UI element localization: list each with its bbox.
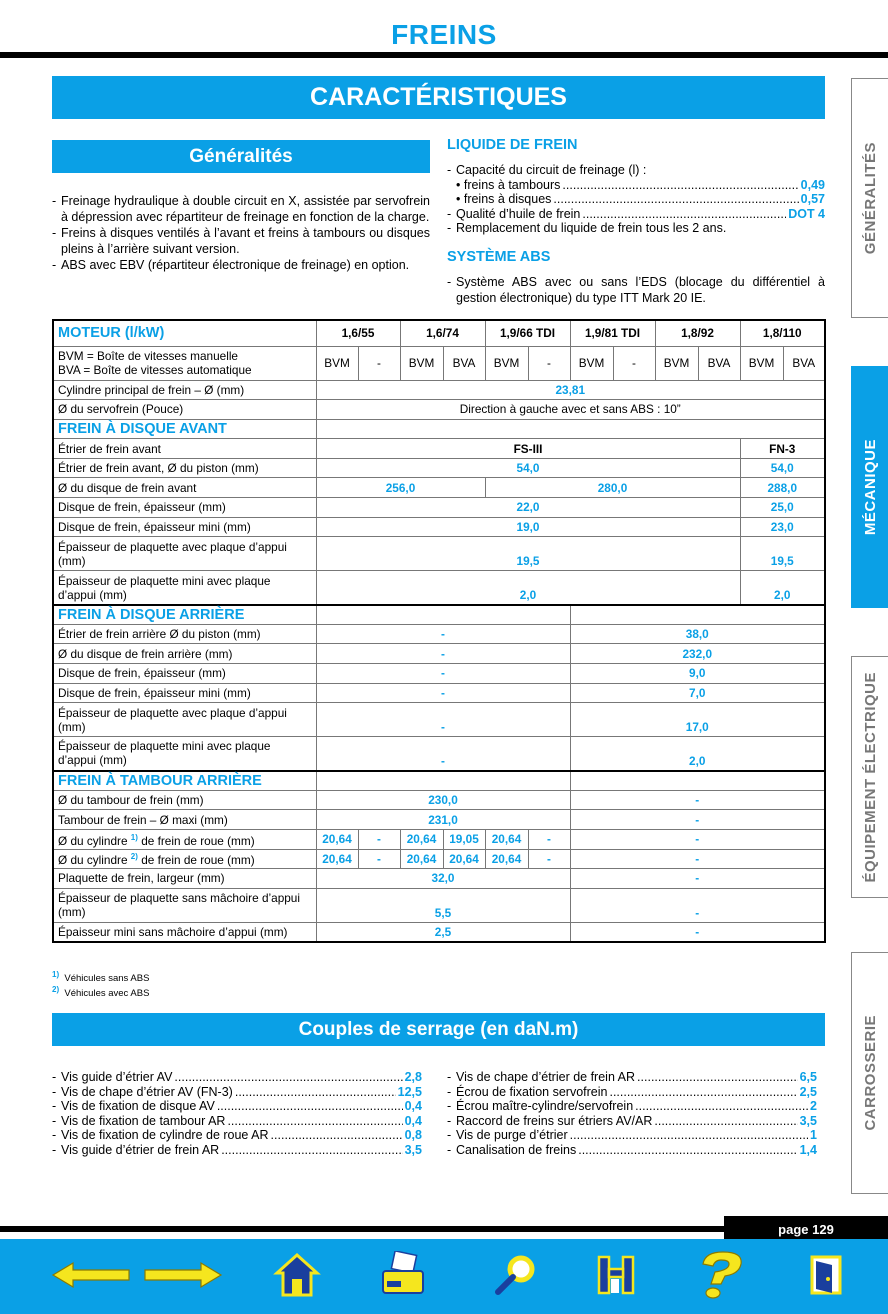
tab-carrosserie[interactable]: CARROSSERIE [851, 952, 888, 1194]
table-row [53, 439, 825, 459]
list-item: • freins à tambours ..... 0,49 [447, 178, 825, 193]
table-cell: 20,64 [316, 849, 358, 869]
table-row [53, 849, 825, 869]
liquide-list [447, 163, 825, 236]
brake-spec-table [52, 319, 826, 943]
row-label: Étrier de frein avant, Ø du piston (mm) [53, 458, 316, 478]
search-icon[interactable] [490, 1249, 540, 1301]
engine-header: 1,9/81 TDI [570, 320, 655, 346]
table-row [53, 517, 825, 537]
table-row [53, 419, 825, 439]
section-heading: FREIN À DISQUE ARRIÈRE [53, 605, 316, 625]
table-cell: 2,0 [316, 571, 740, 605]
list-item: - Vis de fixation de disque AV ..... 0,4 [52, 1099, 422, 1114]
table-cell: - [316, 624, 570, 644]
table-cell: 2,0 [740, 571, 825, 605]
table-cell: - [528, 346, 570, 380]
table-row [53, 644, 825, 664]
row-label: Ø du disque de frein avant [53, 478, 316, 498]
table-row [53, 458, 825, 478]
couples-left-list [52, 1070, 422, 1157]
table-cell: BVM [400, 346, 443, 380]
table-cell: FS-III [316, 439, 740, 459]
row-label: Épaisseur mini sans mâchoire d’appui (mm) [53, 922, 316, 942]
table-row [53, 703, 825, 737]
generalites-banner: Généralités [52, 140, 430, 173]
table-cell: - [358, 346, 400, 380]
table-cell: 2,5 [316, 922, 570, 942]
tab-equipement-electrique[interactable]: ÉQUIPEMENT ÉLECTRIQUE [851, 656, 888, 898]
list-item: - Vis de chape d’étrier de frein AR ..... 6,5 [447, 1070, 817, 1085]
row-label: Disque de frein, épaisseur (mm) [53, 498, 316, 518]
row-label: Étrier de frein arrière Ø du piston (mm) [53, 624, 316, 644]
table-row [53, 320, 825, 346]
section-heading: FREIN À DISQUE AVANT [53, 419, 316, 439]
abs-list [447, 274, 825, 306]
table-cell: 25,0 [740, 498, 825, 518]
footnotes [52, 969, 149, 999]
row-label: Cylindre principal de frein – Ø (mm) [53, 380, 316, 400]
table-cell: 23,0 [740, 517, 825, 537]
table-row [53, 888, 825, 922]
table-cell: FN-3 [740, 439, 825, 459]
help-icon[interactable] [690, 1249, 750, 1301]
moteur-label: MOTEUR (l/kW) [53, 320, 316, 346]
engine-header: 1,9/66 TDI [485, 320, 570, 346]
table-cell: 20,64 [400, 830, 443, 850]
table-cell: - [570, 830, 825, 850]
table-cell: 231,0 [316, 810, 570, 830]
table-cell: - [358, 830, 400, 850]
exit-icon[interactable] [806, 1249, 846, 1301]
table-cell: 20,64 [316, 830, 358, 850]
row-label: Ø du cylindre $^{1)}$ de frein de roue (mm) [53, 830, 316, 850]
list-item: - Vis guide d’étrier AV ..... 2,8 [52, 1070, 422, 1085]
table-cell: BVM [570, 346, 613, 380]
table-cell: 23,81 [316, 380, 825, 400]
table-row [53, 922, 825, 942]
list-item: - Vis de chape d’étrier AV (FN-3) ..... 12,5 [52, 1085, 422, 1100]
table-row [53, 624, 825, 644]
table-cell: 20,64 [443, 849, 485, 869]
row-label: Étrier de frein avant [53, 439, 316, 459]
engine-header: 1,6/74 [400, 320, 485, 346]
row-label: Ø du tambour de frein (mm) [53, 790, 316, 810]
row-label: Ø du servofrein (Pouce) [53, 400, 316, 420]
table-cell: 20,64 [400, 849, 443, 869]
nav-bar [0, 1239, 888, 1314]
table-row [53, 771, 825, 791]
table-cell: 17,0 [570, 703, 825, 737]
list-item: - Écrou maître-cylindre/servofrein ..... 2 [447, 1099, 817, 1114]
table-cell: 7,0 [570, 683, 825, 703]
table-cell: 54,0 [316, 458, 740, 478]
table-cell: BVM [740, 346, 783, 380]
row-label: Disque de frein, épaisseur mini (mm) [53, 683, 316, 703]
liquide-title: LIQUIDE DE FREIN [447, 137, 578, 153]
list-item: - Écrou de fixation servofrein ..... 2,5 [447, 1085, 817, 1100]
table-cell: - [316, 664, 570, 684]
table-cell: 38,0 [570, 624, 825, 644]
table-cell: 19,0 [316, 517, 740, 537]
table-row [53, 478, 825, 498]
table-cell: 256,0 [316, 478, 485, 498]
generalites-list [52, 193, 430, 273]
table-row [53, 537, 825, 571]
row-label: Épaisseur de plaquette avec plaque d’appui (mm) [53, 703, 316, 737]
table-row [53, 830, 825, 850]
bv-label: BVM = Boîte de vitesses manuelle BVA = Boîte de vitesses automatique [53, 346, 316, 380]
list-item: - Système ABS avec ou sans l’EDS (blocage du différentiel à gestion électronique) du type ITT Mark 20 IE. [447, 275, 825, 305]
arrow-left-icon[interactable] [50, 1249, 132, 1301]
table-cell: - [316, 644, 570, 664]
table-cell: 2,0 [570, 737, 825, 771]
table-row [53, 346, 825, 380]
table-cell: - [570, 888, 825, 922]
list-item: - Qualité d’huile de frein ..... DOT 4 [447, 207, 825, 222]
list-item: - Canalisation de freins ..... 1,4 [447, 1143, 817, 1158]
table-cell: 19,5 [740, 537, 825, 571]
table-cell: 9,0 [570, 664, 825, 684]
table-row [53, 737, 825, 771]
row-label: Disque de frein, épaisseur mini (mm) [53, 517, 316, 537]
engine-header: 1,8/110 [740, 320, 825, 346]
row-label: Tambour de frein – Ø maxi (mm) [53, 810, 316, 830]
table-cell: 288,0 [740, 478, 825, 498]
table-cell: - [570, 849, 825, 869]
table-row [53, 400, 825, 420]
list-item: - Vis de fixation de cylindre de roue AR ..... 0,8 [52, 1128, 422, 1143]
table-cell: 19,05 [443, 830, 485, 850]
engine-header: 1,8/92 [655, 320, 740, 346]
table-cell: BVM [655, 346, 698, 380]
row-label: Épaisseur de plaquette mini avec plaque d’appui (mm) [53, 737, 316, 771]
table-cell: - [570, 790, 825, 810]
print-icon[interactable] [378, 1249, 428, 1301]
page-number: page 129 [724, 1216, 888, 1243]
couples-right-list [447, 1070, 817, 1157]
list-item: - Freins à disques ventilés à l’avant et freins à tambours ou disques pleins à l’arrière suivant version. [52, 226, 430, 256]
row-label: Épaisseur de plaquette sans mâchoire d’appui (mm) [53, 888, 316, 922]
table-row [53, 380, 825, 400]
table-cell: 280,0 [485, 478, 740, 498]
table-cell: - [358, 849, 400, 869]
footnote: $^{2)}$ Véhicules avec ABS [52, 985, 150, 1000]
couples-banner: Couples de serrage (en daN.m) [52, 1013, 825, 1046]
tab-generalites[interactable]: GÉNÉRALITÉS [851, 78, 888, 318]
tab-mecanique[interactable]: MÉCANIQUE [851, 366, 888, 608]
table-cell: 19,5 [316, 537, 740, 571]
table-cell: Direction à gauche avec et sans ABS : 10” [316, 400, 825, 420]
section-banner: CARACTÉRISTIQUES [52, 76, 825, 119]
table-cell: BVA [443, 346, 485, 380]
table-row [53, 790, 825, 810]
row-label: Ø du disque de frein arrière (mm) [53, 644, 316, 664]
table-row [53, 664, 825, 684]
list-item: - Raccord de freins sur étriers AV/AR ..... 3,5 [447, 1114, 817, 1129]
table-cell: BVA [698, 346, 740, 380]
list-item: - Vis de purge d’étrier ..... 1 [447, 1128, 817, 1143]
table-cell: 20,64 [485, 849, 528, 869]
index-icon[interactable] [592, 1249, 642, 1301]
row-label: Disque de frein, épaisseur (mm) [53, 664, 316, 684]
table-cell: BVM [485, 346, 528, 380]
engine-header: 1,6/55 [316, 320, 400, 346]
top-rule [0, 52, 888, 58]
row-label: Plaquette de frein, largeur (mm) [53, 869, 316, 889]
table-cell: BVA [783, 346, 825, 380]
table-cell: 232,0 [570, 644, 825, 664]
table-row [53, 498, 825, 518]
table-cell: 32,0 [316, 869, 570, 889]
table-cell: - [316, 703, 570, 737]
list-item: - Capacité du circuit de freinage (l) : [447, 163, 647, 177]
table-cell: - [528, 849, 570, 869]
page-title: FREINS [391, 19, 497, 50]
table-cell: - [570, 810, 825, 830]
table-cell: 54,0 [740, 458, 825, 478]
table-cell: 5,5 [316, 888, 570, 922]
list-item: - Vis de fixation de tambour AR ..... 0,4 [52, 1114, 422, 1129]
row-label: Épaisseur de plaquette mini avec plaque d’appui (mm) [53, 571, 316, 605]
table-cell: - [570, 869, 825, 889]
table-cell: - [316, 683, 570, 703]
list-item: - Freinage hydraulique à double circuit en X, assistée par servofrein à dépression avec répartiteur de freinage en fonction de la charge. [52, 194, 430, 224]
list-item: - Remplacement du liquide de frein tous les 2 ans. [447, 221, 727, 235]
table-cell: - [528, 830, 570, 850]
table-row [53, 683, 825, 703]
table-row [53, 605, 825, 625]
home-icon[interactable] [272, 1249, 322, 1301]
section-heading: FREIN À TAMBOUR ARRIÈRE [53, 771, 316, 791]
table-row [53, 571, 825, 605]
table-cell: - [613, 346, 655, 380]
table-cell: - [570, 922, 825, 942]
footnote: $^{1)}$ Véhicules sans ABS [52, 970, 150, 985]
list-item: - ABS avec EBV (répartiteur électronique de freinage) en option. [52, 258, 410, 272]
table-row [53, 810, 825, 830]
table-cell: 22,0 [316, 498, 740, 518]
list-item: - Vis guide d’étrier de frein AR ..... 3,5 [52, 1143, 422, 1158]
arrow-right-icon[interactable] [142, 1249, 224, 1301]
table-cell: - [316, 737, 570, 771]
table-cell: 20,64 [485, 830, 528, 850]
row-label: Épaisseur de plaquette avec plaque d’appui (mm) [53, 537, 316, 571]
table-row [53, 869, 825, 889]
table-cell: BVM [316, 346, 358, 380]
list-item: • freins à disques ..... 0,57 [447, 192, 825, 207]
abs-title: SYSTÈME ABS [447, 249, 551, 265]
row-label: Ø du cylindre $^{2)}$ de frein de roue (mm) [53, 849, 316, 869]
table-cell: 230,0 [316, 790, 570, 810]
